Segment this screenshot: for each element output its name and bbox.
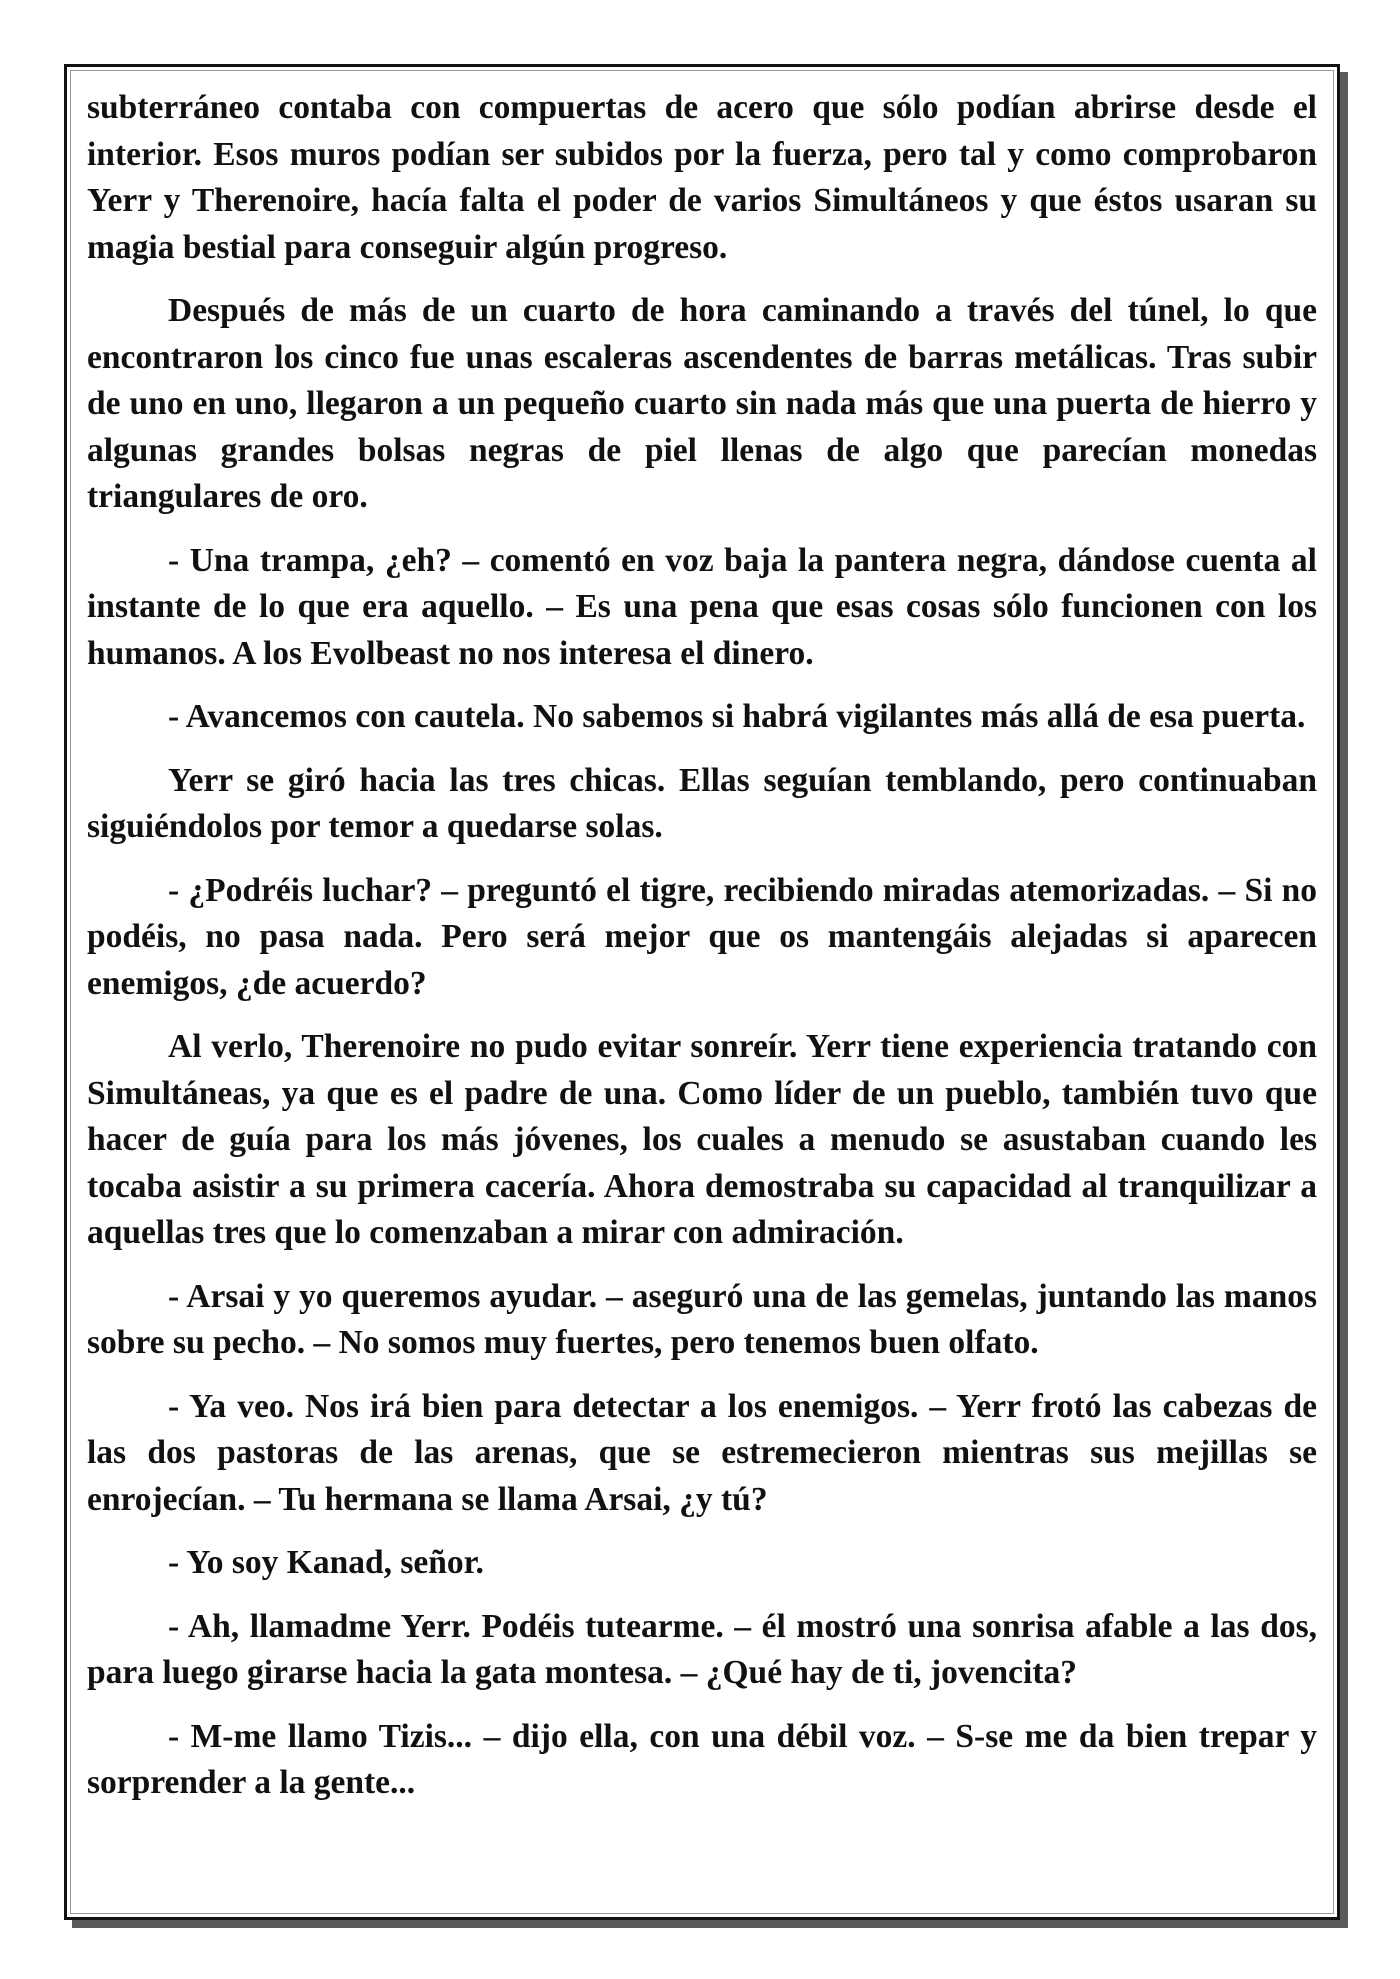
paragraph-3: - Una trampa, ¿eh? – comentó en voz baja la pantera negra, dándose cuenta al instante de lo que era aquello. – Es una pena que esas cosas sólo funcionen con los humanos. A los Evolbeast no nos interesa el dinero. xyxy=(87,541,1317,672)
paragraph-2: Después de más de un cuarto de hora caminando a través del túnel, lo que encontraron los cinco fue unas escaleras ascendentes de barras metálicas. Tras subir de uno en uno, llegaron a un pequeño cuarto sin nada más que una puerta de hierro y algunas grandes bolsas negras de piel llenas de algo que parecían monedas triangulares de oro. xyxy=(87,292,1317,515)
paragraph-12: - M-me llamo Tizis... – dijo ella, con una débil voz. – S-se me da bien trepar y sorprender a la gente... xyxy=(87,1717,1317,1801)
document-body xyxy=(87,85,1317,1807)
paragraph-1: subterráneo contaba con compuertas de acero que sólo podían abrirse desde el interior. Esos muros podían ser subidos por la fuerza, pero tal y como comprobaron Yerr y Therenoire, hacía falta el poder de varios Simultáneos y que éstos usaran su magia bestial para conseguir algún progreso. xyxy=(87,89,1317,266)
paragraph-4: - Avancemos con cautela. No sabemos si habrá vigilantes más allá de esa puerta. xyxy=(168,698,1306,735)
paragraph-6: - ¿Podréis luchar? – preguntó el tigre, recibiendo miradas atemorizadas. – Si no podéis, no pasa nada. Pero será mejor que os mantengáis alejadas si aparecen enemigos, ¿de acuerdo? xyxy=(87,871,1317,1002)
paragraph-5: Yerr se giró hacia las tres chicas. Ellas seguían temblando, pero continuaban siguiéndolos por temor a quedarse solas. xyxy=(87,761,1317,845)
paragraph-8: - Arsai y yo queremos ayudar. – aseguró una de las gemelas, juntando las manos sobre su pecho. – No somos muy fuertes, pero tenemos buen olfato. xyxy=(87,1277,1317,1361)
paragraph-11: - Ah, llamadme Yerr. Podéis tutearme. – él mostró una sonrisa afable a las dos, para luego girarse hacia la gata montesa. – ¿Qué hay de ti, jovencita? xyxy=(87,1607,1317,1691)
page-frame xyxy=(64,64,1340,1920)
paragraph-10: - Yo soy Kanad, señor. xyxy=(168,1544,484,1581)
paragraph-9: - Ya veo. Nos irá bien para detectar a los enemigos. – Yerr frotó las cabezas de las dos pastoras de las arenas, que se estremecieron mientras sus mejillas se enrojecían. – Tu hermana se llama Arsai, ¿y tú? xyxy=(87,1387,1317,1518)
paragraph-7: Al verlo, Therenoire no pudo evitar sonreír. Yerr tiene experiencia tratando con Simultáneas, ya que es el padre de una. Como líder de un pueblo, también tuvo que hacer de guía para los más jóvenes, los cuales a menudo se asustaban cuando les tocaba asistir a su primera cacería. Ahora demostraba su capacidad al tranquilizar a aquellas tres que lo comenzaban a mirar con admiración. xyxy=(87,1028,1317,1251)
